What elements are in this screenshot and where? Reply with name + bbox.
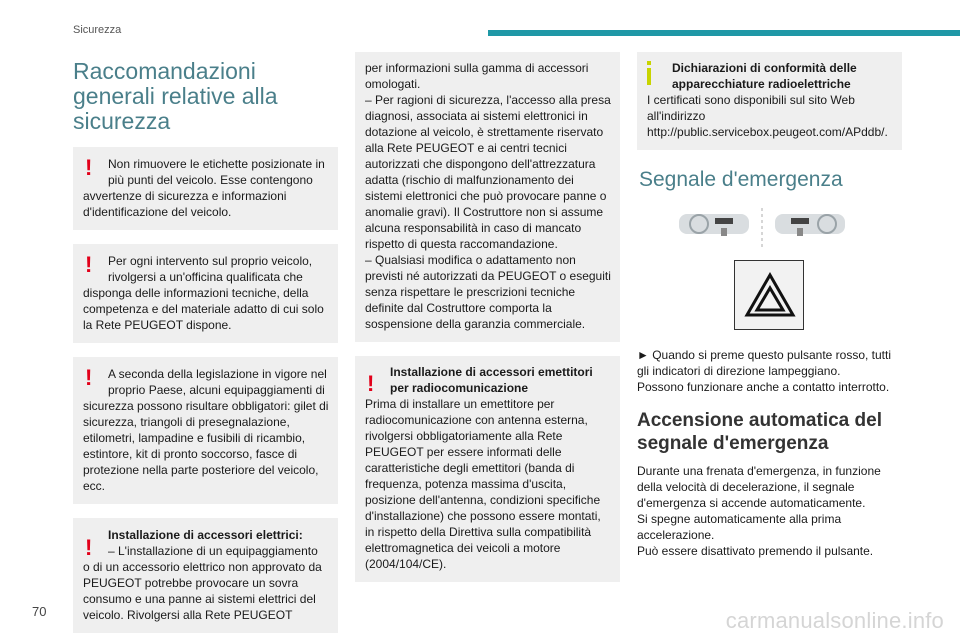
warning-box-radio (355, 356, 620, 582)
warning-box-labels (73, 147, 338, 230)
paragraph: Si spegne automaticamente alla prima accelerazione. (637, 512, 842, 542)
paragraph: Può essere disattivato premendo il pulsante. (637, 544, 874, 558)
paragraph: – Qualsiasi modifica o adattamento non previsti né autorizzati da PEUGEOT o eseguiti senza rispettare le prescrizioni tecniche definite dal Costruttore comporta la sospensione della garanzia commerciale. (365, 253, 611, 331)
steering-wheel-icon (677, 206, 847, 250)
hazard-description (637, 347, 902, 395)
warning-icon: ! (85, 252, 93, 277)
warning-box-service (73, 244, 338, 343)
warning-icon: ! (367, 371, 375, 396)
page-number: 70 (32, 604, 47, 619)
warning-icon: ! (85, 155, 93, 180)
hazard-button-illustration (734, 260, 804, 330)
section-title: Segnale d'emergenza (639, 168, 843, 191)
hazard-triangle-icon (744, 272, 796, 318)
paragraph: ► Quando si preme questo pulsante rosso, tutti gli indicatori di direzione lampeggiano. (637, 348, 892, 378)
warning-box-electrical (73, 518, 338, 633)
info-title: Dichiarazioni di conformità delle apparecchiature radioelettriche (672, 61, 857, 91)
page-title: Raccomandazioni generali relative alla sicurezza (73, 58, 278, 134)
column-3 (637, 52, 902, 559)
column-2 (355, 52, 620, 596)
watermark: carmanualsonline.info (725, 608, 944, 633)
paragraph: per informazioni sulla gamma di accessori omologati. (365, 61, 589, 91)
column-1 (73, 52, 338, 640)
warning-lead: Per ogni intervento sul proprio veicolo, rivolgersi a un'officina qualificata che (108, 254, 313, 284)
warning-text: disponga delle informazioni tecniche, della competenza e del materiale adatto di cui solo la Rete PEUGEOT dispone. (83, 286, 324, 332)
warning-title: Installazione di accessori emettitori per radiocomunicazione (390, 365, 593, 395)
subsection-title: Accensione automatica del segnale d'emergenza (637, 410, 882, 454)
warning-text: Prima di installare un emettitore per radiocomunicazione con antenna esterna, rivolgersi obbligatoriamente alla Rete PEUGEOT per essere informati delle caratteristiche degli emettitori (banda di frequenza, potenza massima d'uscita, posizione dell'antenna, condizioni specifiche d'installazione) che possono essere montati, in rispetto della Direttiva sulla compatibilità elettromagnetica dei veicoli a motore (2004/104/CE). (365, 397, 601, 571)
warning-box-continued (355, 52, 620, 342)
warning-lead: A seconda della legislazione in vigore nel proprio Paese, alcuni equipaggiamenti di (108, 367, 327, 397)
dashboard-illustration (637, 206, 902, 250)
warning-title: Installazione di accessori elettrici: (108, 528, 303, 542)
info-text: I certificati sono disponibili sul sito Web all'indirizzo http://public.servicebox.peugeot.com/APddb/. (647, 93, 888, 139)
info-box-conformity (637, 52, 902, 150)
warning-text: sicurezza possono risultare obbligatori: gilet di sicurezza, triangoli di presegnalazione, etilometri, lampadine e fusibili di ricambio, estintore, kit di pronto soccorso, fasce di protezione nella parte posteriore del veicolo, ecc. (83, 399, 329, 493)
info-icon (647, 61, 651, 85)
paragraph: – Per ragioni di sicurezza, l'accesso alla presa diagnosi, associata ai sistemi elettronici in dotazione al veicolo, è strettamente riservato alla Rete PEUGEOT e ai centri tecnici autorizzati che dispongono dell'attrezzatura adatta (rischio di malfunzionamento dei sistemi elettronici che può provocare panne o anomalie gravi). Il Costruttore non si assume alcuna responsabilità in caso di mancato rispetto di questa raccomandazione. (365, 93, 611, 251)
header-accent-bar (488, 30, 960, 36)
warning-icon: ! (85, 365, 93, 390)
warning-lead: – L'installazione di un equipaggiamento (108, 544, 318, 558)
paragraph: Durante una frenata d'emergenza, in funzione della velocità di decelerazione, il segnale d'emergenza si accende automaticamente. (637, 464, 881, 510)
warning-icon: ! (85, 535, 93, 560)
warning-lead: Non rimuovere le etichette posizionate in più punti del veicolo. Esse contengono (108, 157, 325, 187)
warning-text: avvertenze di sicurezza e informazioni d'identificazione del veicolo. (83, 189, 287, 219)
paragraph: Possono funzionare anche a contatto interrotto. (637, 380, 890, 394)
auto-hazard-description (637, 463, 902, 559)
warning-text: o di un accessorio elettrico non approvato da PEUGEOT potrebbe provocare un sovra consumo e una panne ai sistemi elettrici del veicolo. Rivolgersi alla Rete PEUGEOT (83, 560, 322, 622)
section-label: Sicurezza (73, 24, 122, 36)
warning-box-equipment (73, 357, 338, 504)
